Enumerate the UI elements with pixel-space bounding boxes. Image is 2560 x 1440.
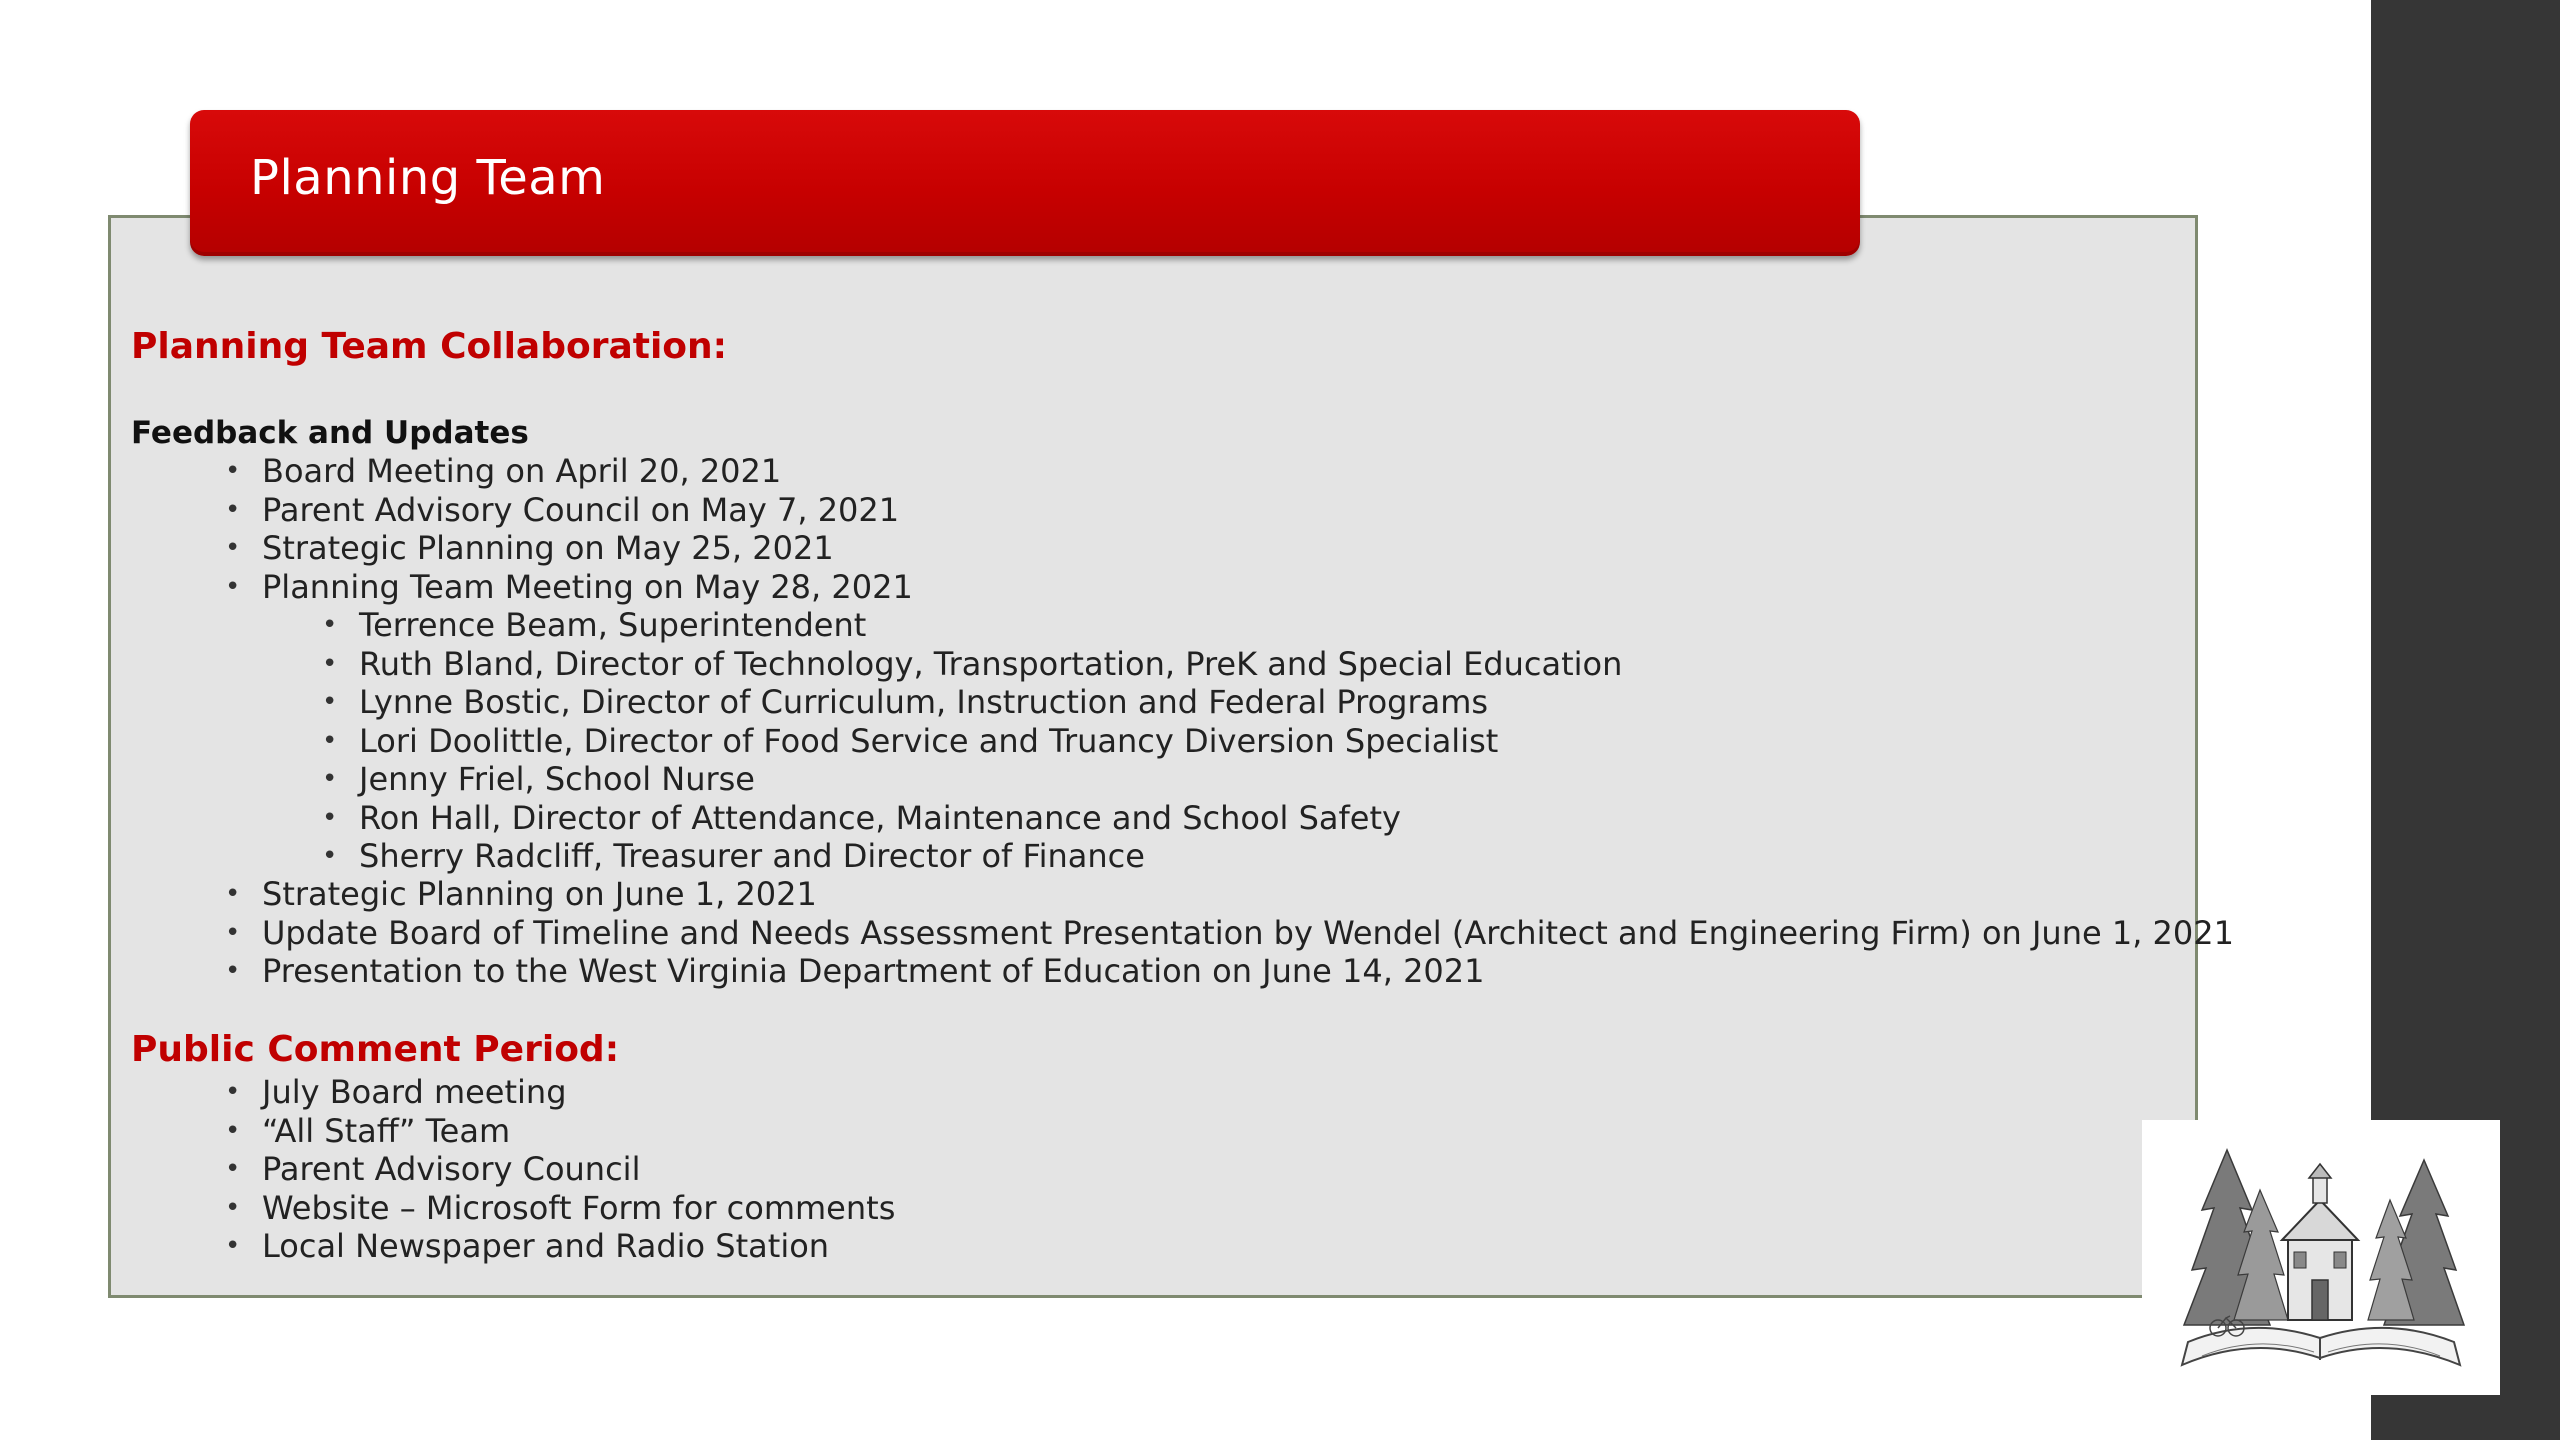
bullet-icon: • <box>322 725 338 756</box>
bullet-icon: • <box>225 494 241 525</box>
public-comment-heading: Public Comment Period: <box>131 1029 620 1070</box>
list-item-text: Lynne Bostic, Director of Curriculum, Instruction and Federal Programs <box>359 683 1489 721</box>
list-item <box>225 1073 895 1112</box>
bullet-icon: • <box>225 879 241 909</box>
list-item <box>322 683 1622 722</box>
bullet-icon: • <box>322 802 338 833</box>
bullet-icon: • <box>225 1154 241 1184</box>
bullet-icon: • <box>225 533 241 563</box>
school-logo <box>2142 1120 2500 1395</box>
bullet-icon: • <box>225 1231 241 1261</box>
feedback-heading: Feedback and Updates <box>131 415 529 451</box>
bullet-icon: • <box>322 687 338 717</box>
bullet-icon: • <box>225 956 241 986</box>
list-item-text: Strategic Planning on May 25, 2021 <box>262 529 834 567</box>
bullet-icon: • <box>322 764 338 794</box>
list-item-text: Parent Advisory Council on May 7, 2021 <box>262 490 900 529</box>
bullet-icon: • <box>225 1115 241 1146</box>
bullet-icon: • <box>225 571 241 602</box>
list-item <box>225 913 2234 953</box>
list-item <box>322 721 1622 761</box>
list-item <box>225 452 913 491</box>
bullet-icon: • <box>225 917 241 948</box>
list-item <box>225 529 913 568</box>
bullet-icon: • <box>322 841 338 871</box>
public-comment-list <box>225 1073 896 1266</box>
title-banner <box>190 110 1860 256</box>
bullet-icon: • <box>322 648 338 679</box>
schoolhouse-logo-icon <box>2142 1120 2500 1395</box>
feedback-list-a <box>225 452 913 606</box>
list-item <box>225 1150 895 1189</box>
list-item <box>225 567 913 607</box>
list-item <box>322 606 1622 645</box>
list-item-text: July Board meeting <box>262 1073 567 1111</box>
list-item-text: Strategic Planning on June 1, 2021 <box>262 875 817 913</box>
bullet-icon: • <box>322 610 338 640</box>
bullet-icon: • <box>225 1192 241 1223</box>
list-item <box>225 952 2234 991</box>
list-item-text: Planning Team Meeting on May 28, 2021 <box>262 567 913 606</box>
list-item <box>225 1227 895 1266</box>
list-item <box>322 644 1623 684</box>
list-item-text: Website – Microsoft Form for comments <box>262 1188 896 1227</box>
list-item <box>322 760 1622 799</box>
list-item <box>322 798 1622 838</box>
list-item-text: Parent Advisory Council <box>262 1150 641 1188</box>
list-item-text: Ruth Bland, Director of Technology, Transportation, PreK and Special Education <box>359 644 1623 683</box>
list-item-text: “All Staff” Team <box>262 1111 511 1150</box>
list-item <box>225 490 913 530</box>
list-item <box>322 837 1622 876</box>
list-item <box>225 1188 896 1228</box>
list-item-text: Local Newspaper and Radio Station <box>262 1227 830 1265</box>
list-item-text: Sherry Radcliff, Treasurer and Director of Finance <box>359 837 1145 875</box>
list-item-text: Board Meeting on April 20, 2021 <box>262 452 782 490</box>
list-item-text: Ron Hall, Director of Attendance, Maintenance and School Safety <box>359 798 1401 837</box>
slide-title: Planning Team <box>250 150 606 206</box>
list-item-text: Update Board of Timeline and Needs Assessment Presentation by Wendel (Architect and Engineering Firm) on June 1, 2021 <box>262 913 2234 952</box>
feedback-list-b <box>225 875 2234 991</box>
list-item-text: Jenny Friel, School Nurse <box>359 760 755 798</box>
bullet-icon: • <box>225 1077 241 1107</box>
list-item <box>225 875 2234 914</box>
list-item-text: Presentation to the West Virginia Department of Education on June 14, 2021 <box>262 952 1485 990</box>
list-item-text: Terrence Beam, Superintendent <box>359 606 867 644</box>
list-item <box>225 1111 895 1151</box>
team-members-list <box>322 606 1623 876</box>
list-item-text: Lori Doolittle, Director of Food Service and Truancy Diversion Specialist <box>359 721 1499 760</box>
collaboration-heading: Planning Team Collaboration: <box>131 326 728 367</box>
bullet-icon: • <box>225 456 241 486</box>
